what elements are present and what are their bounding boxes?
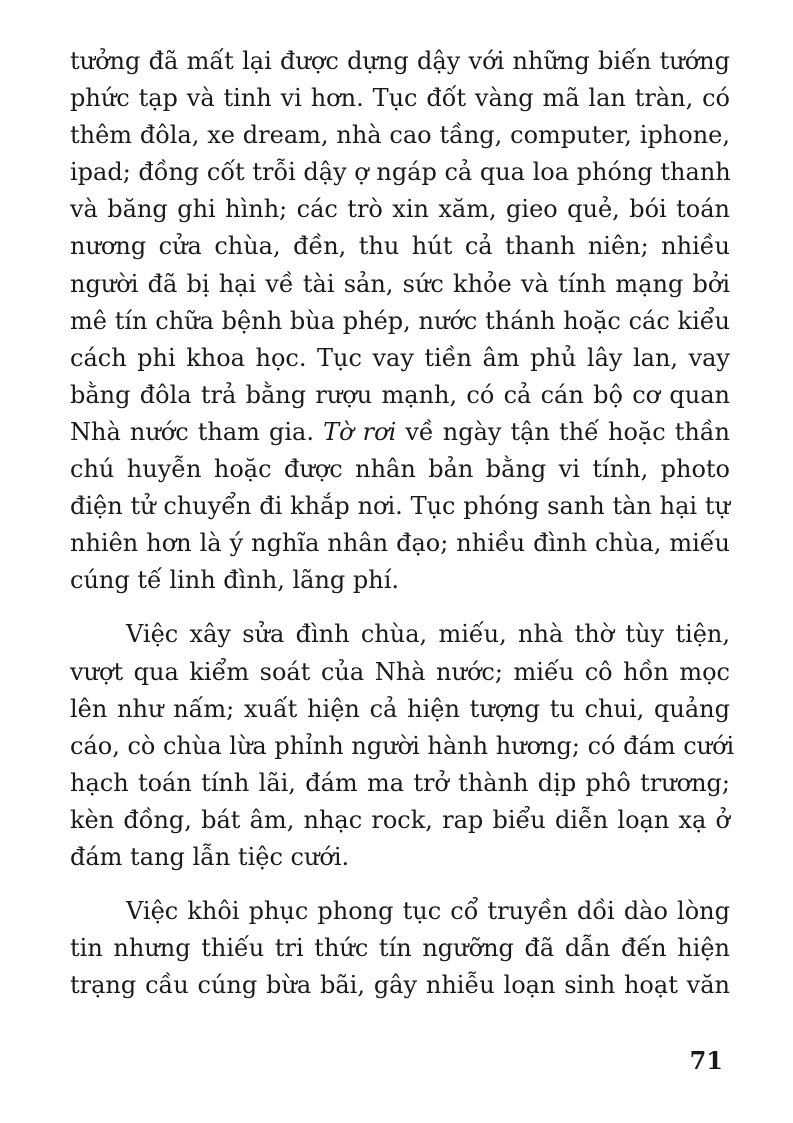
text-line: Việc khôi phục phong tục cổ truyền dồi dào lòng	[126, 897, 730, 926]
text-line: chú huyễn hoặc được nhân bản bằng vi tính, photo	[70, 455, 730, 484]
text-line: cúng tế linh đình, lãng phí.	[70, 566, 400, 595]
paragraph-gap	[70, 599, 730, 616]
text-line: tưởng đã mất lại được dựng dậy với những biến tướng	[70, 47, 730, 75]
text-line: và băng ghi hình; các trò xin xăm, gieo quẻ, bói toán	[70, 195, 730, 224]
paragraph	[70, 893, 730, 1004]
text-line: nương cửa chùa, đền, thu hút cả thanh niên; nhiều	[70, 232, 730, 261]
text-run: về ngày tận thế hoặc thần	[396, 417, 731, 446]
text-line: trạng cầu cúng bừa bãi, gây nhiễu loạn sinh hoạt văn	[70, 971, 730, 1000]
text-line: kèn đồng, bát âm, nhạc rock, rap biểu diễn loạn xạ ở	[70, 805, 730, 834]
text-line: tin nhưng thiếu tri thức tín ngưỡng đã dẫn đến hiện	[70, 934, 730, 963]
paragraph-gap	[70, 876, 730, 893]
text-run: Nhà nước tham gia.	[70, 417, 324, 446]
text-line: mê tín chữa bệnh bùa phép, nước thánh hoặc các kiểu	[70, 306, 730, 335]
text-line: thêm đôla, xe dream, nhà cao tầng, computer, iphone,	[70, 121, 730, 150]
text-line: đám tang lẫn tiệc cưới.	[70, 842, 350, 871]
paragraph	[70, 43, 730, 599]
text-line: hạch toán tính lãi, đám ma trở thành dịp phô trương;	[70, 768, 730, 797]
text-line: nhiên hơn là ý nghĩa nhân đạo; nhiều đình chùa, miếu	[70, 529, 730, 558]
text-line: vượt qua kiểm soát của Nhà nước; miếu cô hồn mọc	[70, 657, 730, 686]
text-line: người đã bị hại về tài sản, sức khỏe và tính mạng bởi	[70, 269, 730, 298]
page-number: 71	[689, 1046, 723, 1075]
text-line: phức tạp và tinh vi hơn. Tục đốt vàng mã lan tràn, có	[70, 84, 730, 113]
text-line: Việc xây sửa đình chùa, miếu, nhà thờ tùy tiện,	[126, 620, 730, 649]
text-line: ipad; đồng cốt trỗi dậy ợ ngáp cả qua loa phóng thanh	[70, 158, 731, 187]
text-line: lên như nấm; xuất hiện cả hiện tượng tu chui, quảng	[70, 694, 730, 723]
text-line: cáo, cò chùa lừa phỉnh người hành hương; có đám cưới	[70, 731, 735, 760]
text-line: bằng đôla trả bằng rượu mạnh, có cả cán bộ cơ quan	[70, 380, 730, 409]
text-line: điện tử chuyển đi khắp nơi. Tục phóng sanh tàn hại tự	[70, 492, 730, 521]
italic-term: Tờ rơi	[323, 417, 397, 446]
body-text	[70, 43, 735, 1004]
text-line: cách phi khoa học. Tục vay tiền âm phủ lây lan, vay	[70, 343, 730, 372]
paragraph	[70, 616, 735, 876]
text-line	[70, 414, 730, 451]
